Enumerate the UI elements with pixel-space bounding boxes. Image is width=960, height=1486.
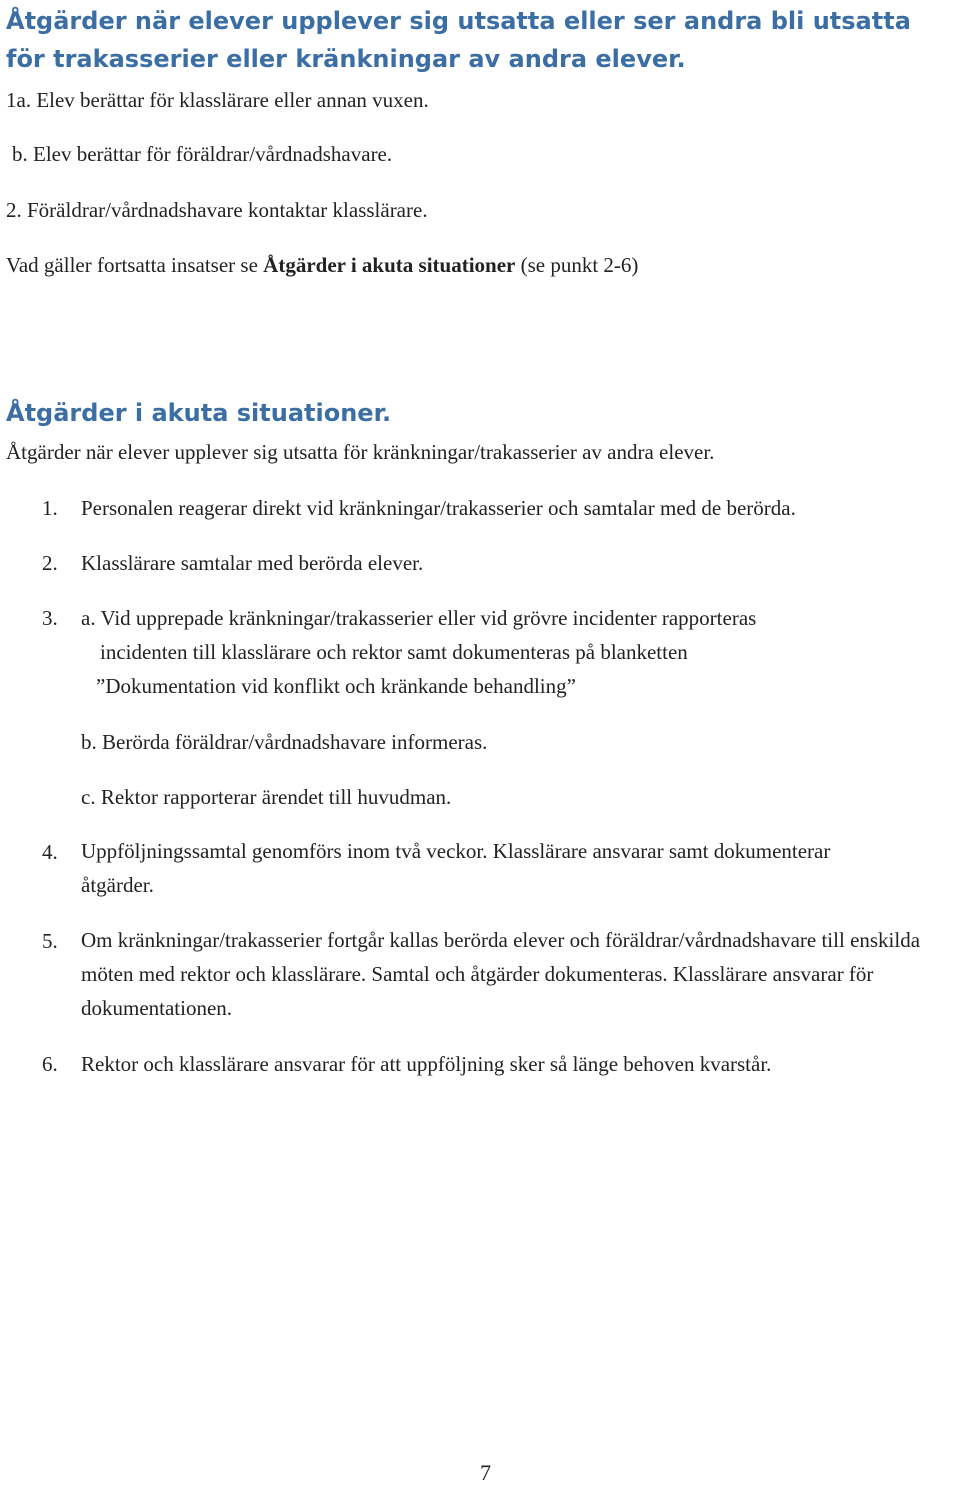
item-2: 2. Föräldrar/vårdnadshavare kontaktar klasslärare. [6, 198, 428, 222]
step-number: 1. [42, 496, 58, 520]
acute-intro: Åtgärder när elever upplever sig utsatta för kränkningar/trakasserier av andra elever. [6, 440, 715, 464]
note-prefix: Vad gäller fortsatta insatser se [6, 253, 264, 277]
step-number: 5. [42, 929, 58, 953]
step-text: Rektor och klasslärare ansvarar för att uppföljning sker så länge behoven kvarstår. [81, 1052, 772, 1076]
item-b: b. Elev berättar för föräldrar/vårdnadshavare. [12, 142, 393, 166]
step-text: Om kränkningar/trakasserier fortgår kallas berörda elever och föräldrar/vårdnadshavare till enskilda möten med rektor och klasslärare. Samtal och åtgärder dokumenteras. Klasslärare ansvarar för dokumentationen. [81, 928, 921, 1020]
section-heading-top: Åtgärder när elever upplever sig utsatta eller ser andra bli utsatta för trakasserier eller kränkningar av andra elever. [6, 7, 911, 73]
step-text: Uppföljningssamtal genomförs inom två veckor. Klasslärare ansvarar samt dokumenterar åtgärder. [81, 839, 831, 897]
step-3c: c. Rektor rapporterar ärendet till huvudman. [81, 785, 452, 809]
page-number: 7 [480, 1460, 491, 1485]
item-1a: 1a. Elev berättar för klasslärare eller annan vuxen. [6, 88, 429, 112]
step-3a-line3: ”Dokumentation vid konflikt och kränkande behandling” [96, 674, 576, 698]
step-number: 2. [42, 551, 58, 575]
step-3a-line2: incidenten till klasslärare och rektor samt dokumenteras på blanketten [100, 640, 688, 664]
step-number: 4. [42, 840, 58, 864]
note-suffix: (se punkt 2-6) [515, 253, 639, 277]
note-line [6, 253, 638, 278]
step-text: Klasslärare samtalar med berörda elever. [81, 551, 424, 575]
step-3a-line1: a. Vid upprepade kränkningar/trakasserier eller vid grövre incidenter rapporteras [81, 606, 757, 630]
note-bold: Åtgärder i akuta situationer [263, 253, 516, 277]
step-number: 3. [42, 606, 58, 630]
step-number: 6. [42, 1052, 58, 1076]
step-text: Personalen reagerar direkt vid kränkningar/trakasserier och samtalar med de berörda. [81, 496, 796, 520]
step-3b: b. Berörda föräldrar/vårdnadshavare informeras. [81, 730, 488, 754]
section-heading-acute: Åtgärder i akuta situationer. [6, 399, 392, 427]
